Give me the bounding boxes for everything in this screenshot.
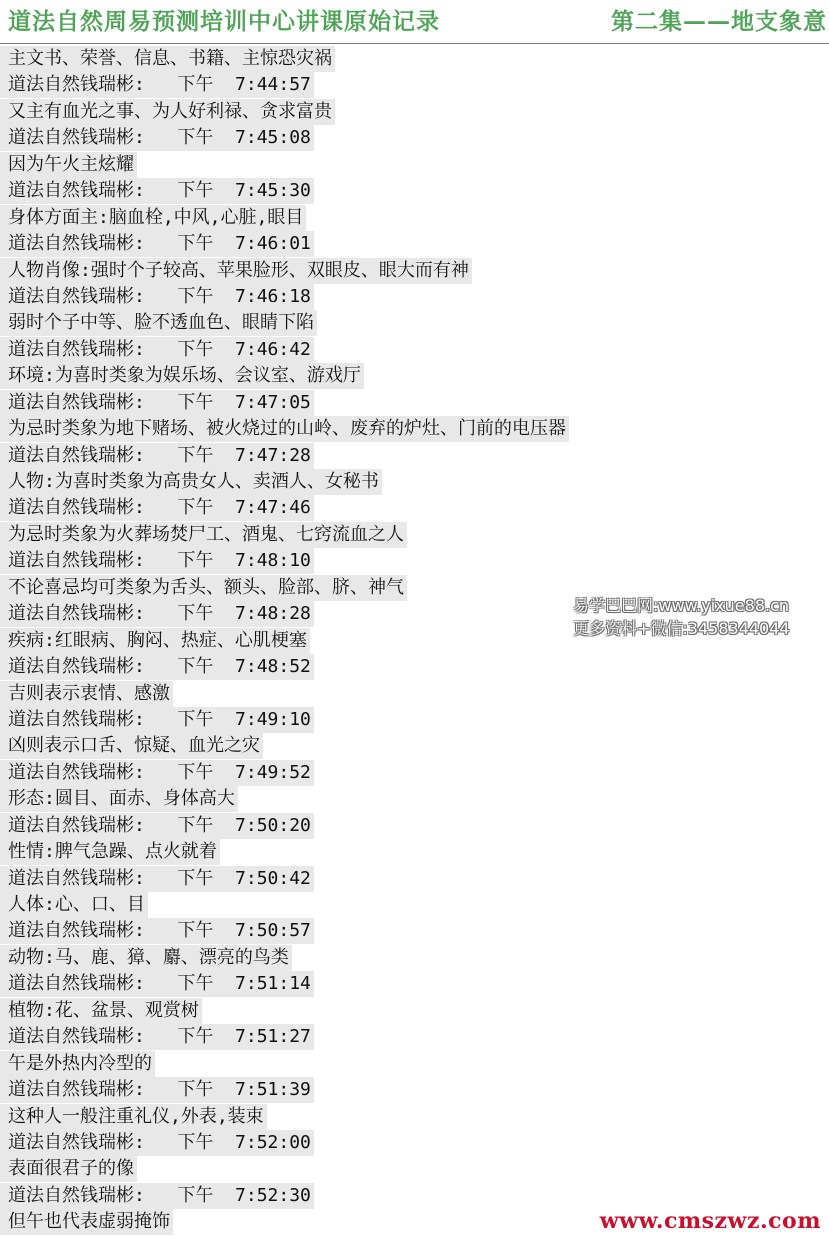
episode-title: 第二集——地支象意 bbox=[611, 8, 827, 35]
speaker-timestamp-line bbox=[0, 1130, 829, 1156]
transcript-text-line bbox=[0, 998, 829, 1024]
transcript-text: 植物:花、盆景、观赏树 bbox=[0, 998, 202, 1024]
speaker-timestamp-line bbox=[0, 72, 829, 98]
speaker-timestamp-text: 道法自然钱瑞彬: 下午 7:47:46 bbox=[0, 495, 314, 521]
speaker-timestamp-line bbox=[0, 390, 829, 416]
transcript-text-line bbox=[0, 99, 829, 125]
speaker-timestamp-text: 道法自然钱瑞彬: 下午 7:45:30 bbox=[0, 178, 314, 204]
transcript-text-line bbox=[0, 1104, 829, 1130]
transcript-body bbox=[0, 46, 829, 1236]
transcript-text-line bbox=[0, 363, 829, 389]
watermark-line-contact: 更多资料+微信:3458344044 bbox=[573, 619, 790, 638]
speaker-timestamp-line bbox=[0, 548, 829, 574]
site-watermark: www.cmszwz.com bbox=[599, 1208, 821, 1234]
speaker-timestamp-text: 道法自然钱瑞彬: 下午 7:49:10 bbox=[0, 707, 314, 733]
transcript-text-line bbox=[0, 945, 829, 971]
speaker-timestamp-text: 道法自然钱瑞彬: 下午 7:48:28 bbox=[0, 601, 314, 627]
document-header bbox=[0, 0, 829, 44]
speaker-timestamp-line bbox=[0, 231, 829, 257]
transcript-text: 为忌时类象为火葬场焚尸工、酒鬼、七窍流血之人 bbox=[0, 522, 407, 548]
transcript-text-line bbox=[0, 681, 829, 707]
transcript-text: 这种人一般注重礼仪,外表,装束 bbox=[0, 1104, 267, 1130]
transcript-text-line bbox=[0, 786, 829, 812]
transcript-text-line bbox=[0, 310, 829, 336]
speaker-timestamp-line bbox=[0, 443, 829, 469]
speaker-timestamp-line bbox=[0, 337, 829, 363]
transcript-text-line bbox=[0, 152, 829, 178]
transcript-text-line bbox=[0, 469, 829, 495]
transcript-text: 表面很君子的像 bbox=[0, 1156, 137, 1182]
transcript-text: 为忌时类象为地下赌场、被火烧过的山岭、废弃的炉灶、门前的电压器 bbox=[0, 416, 569, 442]
speaker-timestamp-line bbox=[0, 760, 829, 786]
watermark-line-site: 易学巴巴网:www.yixue88.cn bbox=[573, 596, 790, 615]
speaker-timestamp-text: 道法自然钱瑞彬: 下午 7:47:28 bbox=[0, 443, 314, 469]
speaker-timestamp-line bbox=[0, 707, 829, 733]
speaker-timestamp-text: 道法自然钱瑞彬: 下午 7:50:57 bbox=[0, 918, 314, 944]
transcript-text: 但午也代表虚弱掩饰 bbox=[0, 1209, 173, 1235]
speaker-timestamp-line bbox=[0, 918, 829, 944]
speaker-timestamp-text: 道法自然钱瑞彬: 下午 7:51:14 bbox=[0, 971, 314, 997]
transcript-text: 因为午火主炫耀 bbox=[0, 152, 137, 178]
transcript-text-line bbox=[0, 733, 829, 759]
speaker-timestamp-line bbox=[0, 284, 829, 310]
speaker-timestamp-text: 道法自然钱瑞彬: 下午 7:50:42 bbox=[0, 866, 314, 892]
speaker-timestamp-line bbox=[0, 866, 829, 892]
speaker-timestamp-text: 道法自然钱瑞彬: 下午 7:46:42 bbox=[0, 337, 314, 363]
transcript-text: 不论喜忌均可类象为舌头、额头、脸部、脐、神气 bbox=[0, 575, 407, 601]
transcript-text-line bbox=[0, 416, 829, 442]
speaker-timestamp-text: 道法自然钱瑞彬: 下午 7:50:20 bbox=[0, 813, 314, 839]
transcript-text-line bbox=[0, 205, 829, 231]
transcript-text: 形态:圆目、面赤、身体高大 bbox=[0, 786, 238, 812]
speaker-timestamp-text: 道法自然钱瑞彬: 下午 7:52:00 bbox=[0, 1130, 314, 1156]
speaker-timestamp-line bbox=[0, 178, 829, 204]
speaker-timestamp-text: 道法自然钱瑞彬: 下午 7:49:52 bbox=[0, 760, 314, 786]
speaker-timestamp-text: 道法自然钱瑞彬: 下午 7:48:52 bbox=[0, 654, 314, 680]
transcript-text-line bbox=[0, 1051, 829, 1077]
transcript-text-line bbox=[0, 522, 829, 548]
speaker-timestamp-line bbox=[0, 971, 829, 997]
speaker-timestamp-line bbox=[0, 813, 829, 839]
transcript-text-line bbox=[0, 46, 829, 72]
speaker-timestamp-text: 道法自然钱瑞彬: 下午 7:47:05 bbox=[0, 390, 314, 416]
speaker-timestamp-line bbox=[0, 1077, 829, 1103]
speaker-timestamp-text: 道法自然钱瑞彬: 下午 7:51:27 bbox=[0, 1024, 314, 1050]
transcript-text: 疾病:红眼病、胸闷、热症、心肌梗塞 bbox=[0, 628, 310, 654]
transcript-text: 午是外热内冷型的 bbox=[0, 1051, 155, 1077]
transcript-text: 环境:为喜时类象为娱乐场、会议室、游戏厅 bbox=[0, 363, 364, 389]
speaker-timestamp-text: 道法自然钱瑞彬: 下午 7:45:08 bbox=[0, 125, 314, 151]
watermark-text bbox=[573, 594, 790, 640]
speaker-timestamp-line bbox=[0, 1183, 829, 1209]
speaker-timestamp-line bbox=[0, 654, 829, 680]
transcript-text: 又主有血光之事、为人好利禄、贪求富贵 bbox=[0, 99, 335, 125]
speaker-timestamp-line bbox=[0, 1024, 829, 1050]
transcript-text: 主文书、荣誉、信息、书籍、主惊恐灾祸 bbox=[0, 46, 335, 72]
transcript-text: 凶则表示口舌、惊疑、血光之灾 bbox=[0, 733, 263, 759]
transcript-text-line bbox=[0, 892, 829, 918]
speaker-timestamp-text: 道法自然钱瑞彬: 下午 7:46:01 bbox=[0, 231, 314, 257]
transcript-text: 吉则表示衷情、感激 bbox=[0, 681, 173, 707]
transcript-text: 性情:脾气急躁、点火就着 bbox=[0, 839, 220, 865]
speaker-timestamp-text: 道法自然钱瑞彬: 下午 7:46:18 bbox=[0, 284, 314, 310]
transcript-text-line bbox=[0, 1156, 829, 1182]
speaker-timestamp-text: 道法自然钱瑞彬: 下午 7:44:57 bbox=[0, 72, 314, 98]
transcript-text: 人物:为喜时类象为高贵女人、卖酒人、女秘书 bbox=[0, 469, 382, 495]
speaker-timestamp-text: 道法自然钱瑞彬: 下午 7:48:10 bbox=[0, 548, 314, 574]
document-title: 道法自然周易预测培训中心讲课原始记录 bbox=[8, 8, 440, 35]
transcript-text-line bbox=[0, 839, 829, 865]
transcript-text: 弱时个子中等、脸不透血色、眼睛下陷 bbox=[0, 310, 317, 336]
speaker-timestamp-text: 道法自然钱瑞彬: 下午 7:52:30 bbox=[0, 1183, 314, 1209]
transcript-text: 身体方面主:脑血栓,中风,心脏,眼目 bbox=[0, 205, 306, 231]
speaker-timestamp-line bbox=[0, 495, 829, 521]
transcript-text: 动物:马、鹿、獐、麝、漂亮的鸟类 bbox=[0, 945, 292, 971]
transcript-text: 人体:心、口、目 bbox=[0, 892, 148, 918]
transcript-text-line bbox=[0, 258, 829, 284]
speaker-timestamp-text: 道法自然钱瑞彬: 下午 7:51:39 bbox=[0, 1077, 314, 1103]
transcript-text: 人物肖像:强时个子较高、苹果脸形、双眼皮、眼大而有神 bbox=[0, 258, 472, 284]
speaker-timestamp-line bbox=[0, 125, 829, 151]
